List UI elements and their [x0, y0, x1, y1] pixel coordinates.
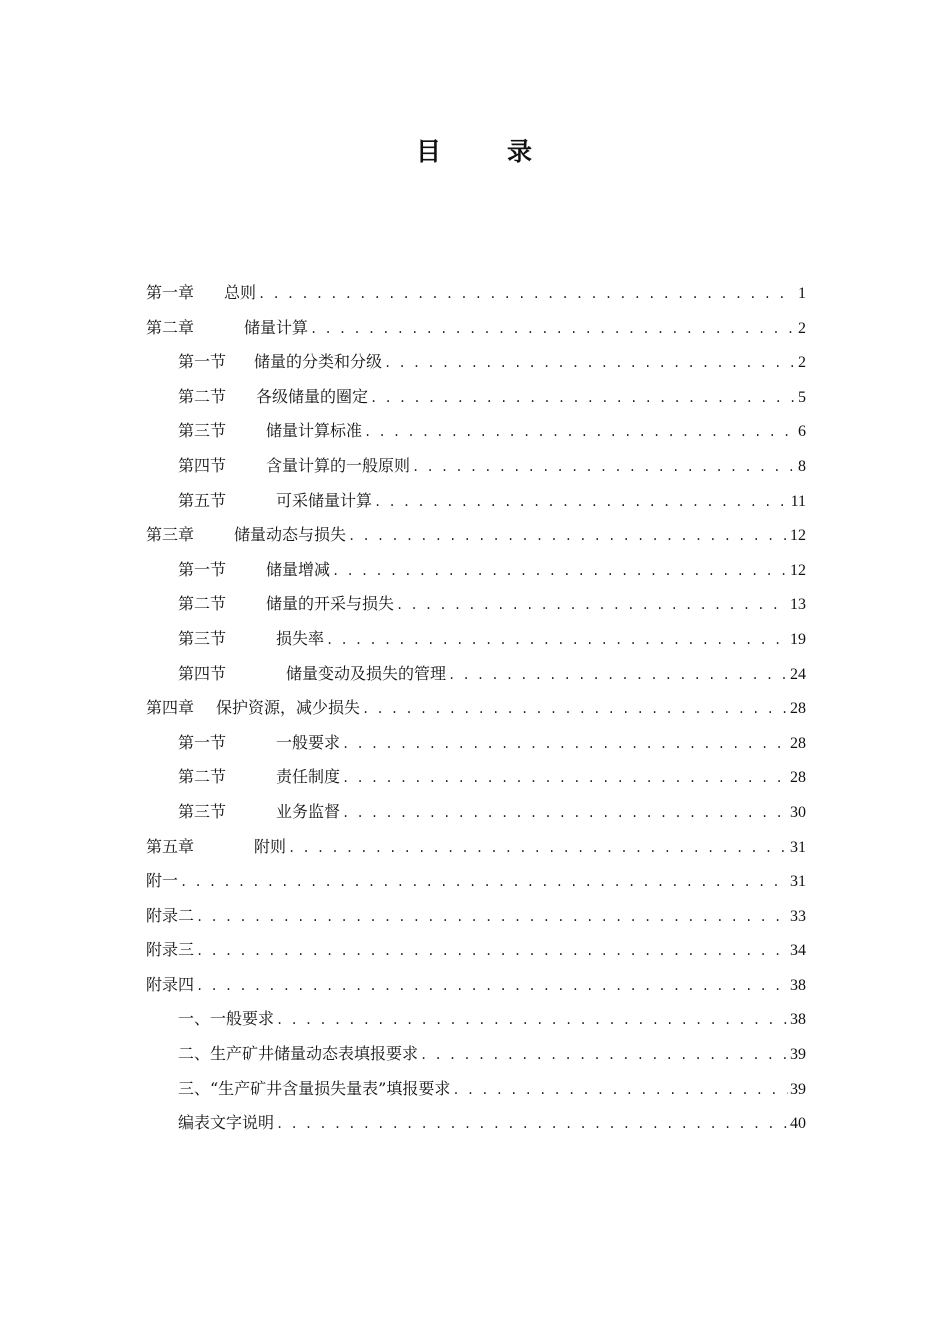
- toc-leader-dots: [196, 900, 788, 935]
- toc-leader-dots: [342, 796, 788, 831]
- toc-entry-page-number: 6: [798, 423, 806, 441]
- toc-entry-title: 储量变动及损失的管理: [286, 663, 447, 683]
- toc-entry[interactable]: [146, 691, 806, 726]
- toc-entry-number: 第四章: [146, 698, 195, 718]
- toc-entry-title: 三、“生产矿井含量损失量表”填报要求: [178, 1078, 451, 1098]
- toc-leader-dots: [452, 1073, 788, 1108]
- toc-entry[interactable]: [146, 276, 806, 311]
- toc-entry-label: [146, 691, 360, 726]
- toc-entry-number: 第五章: [146, 836, 195, 856]
- toc-entry-title: 储量的分类和分级: [254, 352, 383, 372]
- toc-leader-dots: [258, 277, 794, 312]
- toc-entry-page-number: 33: [790, 907, 806, 925]
- toc-entry[interactable]: [146, 553, 806, 588]
- toc-leader-dots: [412, 450, 794, 485]
- toc-entry-number: 第一节: [178, 559, 227, 579]
- toc-entry[interactable]: [146, 1037, 806, 1072]
- toc-entry[interactable]: [146, 311, 806, 346]
- toc-leader-dots: [342, 761, 788, 796]
- toc-entry-label: [178, 795, 340, 830]
- toc-leader-dots: [396, 588, 788, 623]
- toc-entry-page-number: 11: [790, 492, 806, 510]
- toc-entry-page-number: 19: [790, 630, 806, 648]
- toc-entry-label: [178, 449, 410, 484]
- toc-leader-dots: [180, 865, 788, 900]
- toc-entry-title: 损失率: [276, 628, 325, 648]
- toc-entry-label: [146, 968, 194, 1003]
- toc-entry-title: 可采储量计算: [276, 490, 373, 510]
- toc-leader-dots: [348, 519, 788, 554]
- toc-leader-dots: [288, 831, 788, 866]
- toc-entry[interactable]: [146, 587, 806, 622]
- toc-entry-label: [178, 414, 362, 449]
- toc-leader-dots: [384, 346, 794, 381]
- toc-entry[interactable]: [146, 518, 806, 553]
- toc-entry-title: 编表文字说明: [178, 1113, 275, 1133]
- toc-entry[interactable]: [146, 1002, 806, 1037]
- toc-entry[interactable]: [146, 1072, 806, 1107]
- toc-entry-page-number: 28: [790, 734, 806, 752]
- toc-entry-page-number: 1: [798, 285, 806, 302]
- toc-entry-page-number: 2: [798, 354, 806, 372]
- toc-leader-dots: [374, 485, 789, 520]
- toc-entry[interactable]: [146, 899, 806, 934]
- toc-entry-title: 附录三: [146, 940, 195, 960]
- toc-entry-number: 第三节: [178, 421, 227, 441]
- toc-entry[interactable]: [146, 760, 806, 795]
- toc-entry[interactable]: [146, 484, 806, 519]
- toc-entry-number: 第二章: [146, 317, 195, 337]
- toc-leader-dots: [276, 1003, 788, 1038]
- toc-entry-title: 附录二: [146, 905, 195, 925]
- toc-entry-page-number: 28: [790, 769, 806, 787]
- toc-entry[interactable]: [146, 968, 806, 1003]
- toc-entry-title: 各级储量的圈定: [256, 386, 369, 406]
- toc-entry-title: 业务监督: [276, 801, 341, 821]
- toc-entry-label: [178, 587, 394, 622]
- toc-leader-dots: [310, 312, 794, 347]
- toc-entry-title: 附则: [254, 836, 287, 856]
- toc-entry-page-number: 12: [790, 527, 806, 545]
- toc-entry[interactable]: [146, 345, 806, 380]
- toc-entry-page-number: 39: [790, 1046, 806, 1064]
- toc-entry-label: [178, 622, 324, 657]
- toc-entry-page-number: 12: [790, 561, 806, 579]
- toc-entry-label: [146, 933, 194, 968]
- toc-entry-label: [178, 760, 340, 795]
- toc-entry-label: [178, 1002, 274, 1037]
- toc-entry-label: [178, 1106, 274, 1141]
- toc-leader-dots: [362, 692, 788, 727]
- toc-entry-label: [178, 726, 340, 761]
- toc-entry-page-number: 31: [790, 873, 806, 891]
- toc-entry-page-number: 31: [790, 838, 806, 856]
- toc-entry-title: 责任制度: [276, 767, 341, 787]
- toc-entry-number: 第四节: [178, 663, 227, 683]
- title-char-right: 录: [507, 137, 535, 166]
- title-char-left: 目: [415, 137, 443, 166]
- toc-entry-label: [178, 1072, 450, 1107]
- toc-entry-label: [146, 864, 178, 899]
- toc-entry[interactable]: [146, 414, 806, 449]
- toc-entry-page-number: 24: [790, 665, 806, 683]
- toc-leader-dots: [448, 658, 788, 693]
- toc-leader-dots: [332, 554, 788, 589]
- toc-entry[interactable]: [146, 657, 806, 692]
- toc-entry-title: 保护资源，减少损失: [216, 698, 361, 718]
- toc-leader-dots: [276, 1107, 788, 1142]
- toc-entry-number: 第三节: [178, 801, 227, 821]
- toc-entry-title: 二、生产矿井储量动态表填报要求: [178, 1044, 419, 1064]
- toc-entry-page-number: 38: [790, 976, 806, 994]
- toc-entry-label: [178, 345, 382, 380]
- toc-entry-title: 含量计算的一般原则: [266, 455, 411, 475]
- toc-entry-page-number: 30: [790, 803, 806, 821]
- toc-entry-title: 总则: [224, 283, 257, 302]
- toc-entry-page-number: 38: [790, 1011, 806, 1029]
- toc-entry-number: 第一节: [178, 352, 227, 372]
- toc-entry-label: [178, 657, 446, 692]
- toc-entry-number: 第二节: [178, 386, 227, 406]
- toc-entry[interactable]: [146, 622, 806, 657]
- toc-entry-page-number: 39: [790, 1080, 806, 1098]
- toc-entry-title: 储量计算标准: [266, 421, 363, 441]
- toc-entry-page-number: 2: [798, 319, 806, 337]
- toc-entry[interactable]: [146, 726, 806, 761]
- toc-entry-page-number: 34: [790, 942, 806, 960]
- toc-entry-title: 一、一般要求: [178, 1009, 275, 1029]
- toc-entry[interactable]: [146, 933, 806, 968]
- toc-entry-page-number: 13: [790, 596, 806, 614]
- toc-entry-label: [146, 518, 346, 553]
- page-title: [0, 132, 950, 168]
- toc-entry[interactable]: [146, 830, 806, 865]
- toc-entry-label: [146, 276, 256, 311]
- toc-entry-page-number: 28: [790, 700, 806, 718]
- table-of-contents: [146, 276, 806, 1141]
- toc-entry-title: 附录四: [146, 974, 195, 994]
- toc-entry-title: 储量的开采与损失: [266, 594, 395, 614]
- toc-entry-label: [146, 830, 286, 865]
- toc-entry-page-number: 40: [790, 1115, 806, 1133]
- toc-entry[interactable]: [146, 449, 806, 484]
- toc-entry-label: [178, 380, 368, 415]
- toc-entry-number: 第一章: [146, 283, 195, 302]
- toc-entry-title: 附一: [146, 871, 179, 891]
- toc-entry-title: 一般要求: [276, 732, 341, 752]
- toc-entry[interactable]: [146, 795, 806, 830]
- toc-leader-dots: [326, 623, 788, 658]
- toc-leader-dots: [196, 969, 788, 1004]
- toc-entry-number: 第一节: [178, 732, 227, 752]
- toc-entry-number: 第二节: [178, 594, 227, 614]
- toc-entry-page-number: 8: [798, 457, 806, 475]
- toc-entry-label: [178, 484, 372, 519]
- toc-entry-label: [146, 311, 308, 346]
- toc-leader-dots: [420, 1038, 788, 1073]
- toc-entry-title: 储量动态与损失: [234, 525, 347, 545]
- toc-leader-dots: [370, 381, 794, 416]
- toc-entry-number: 第二节: [178, 767, 227, 787]
- toc-leader-dots: [342, 727, 788, 762]
- toc-entry-number: 第三节: [178, 628, 227, 648]
- toc-entry-label: [178, 553, 330, 588]
- toc-leader-dots: [196, 934, 788, 969]
- toc-entry-label: [178, 1037, 418, 1072]
- toc-entry-title: 储量增减: [266, 559, 331, 579]
- toc-entry-label: [146, 899, 194, 934]
- toc-entry-number: 第三章: [146, 525, 195, 545]
- toc-leader-dots: [364, 415, 794, 450]
- toc-entry-page-number: 5: [798, 388, 806, 406]
- toc-entry-number: 第五节: [178, 490, 227, 510]
- toc-entry[interactable]: [146, 380, 806, 415]
- toc-entry-title: 储量计算: [244, 317, 309, 337]
- toc-entry-number: 第四节: [178, 455, 227, 475]
- toc-entry[interactable]: [146, 864, 806, 899]
- toc-entry[interactable]: [146, 1106, 806, 1141]
